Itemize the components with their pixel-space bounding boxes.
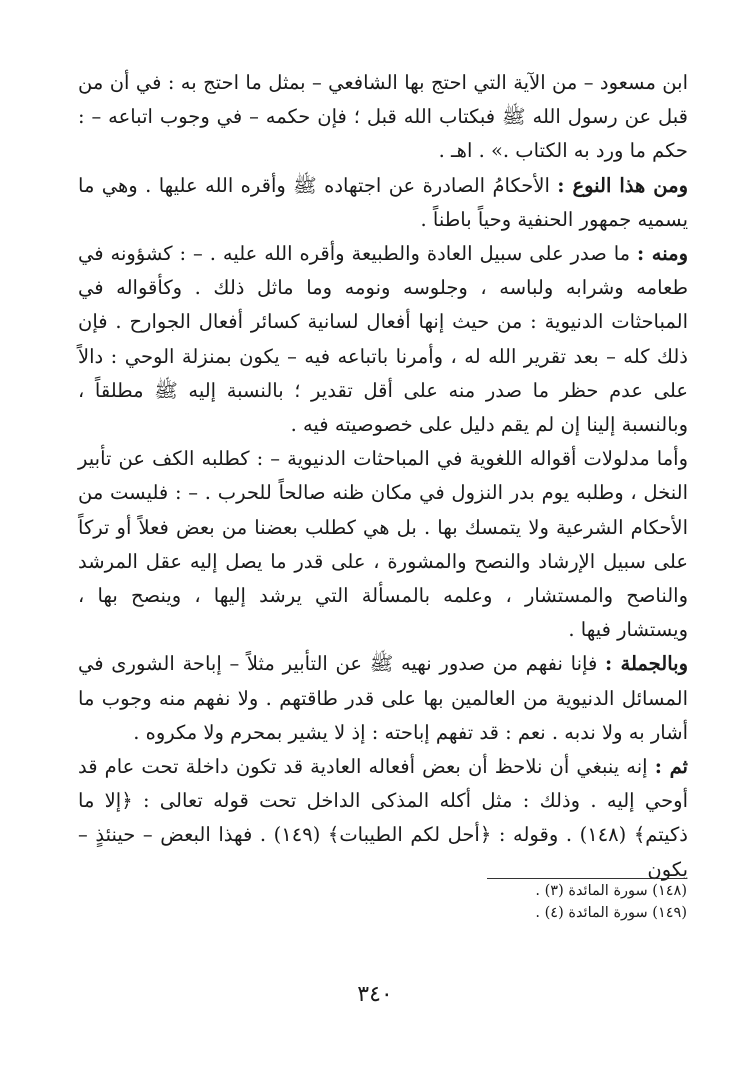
paragraph-text: فإنا نفهم من صدور نهيه ﷺ عن التأبير مثلاً – إباحة الشورى في المسائل الدنيوية من العالمين بها على قدر طاقتهم . ولا نفهم منه وجوب ما أشار به ولا ندبه . نعم : قد تفهم إباحته : إذ لا يشير بمحرم ولا مكروه . [78, 652, 688, 744]
paragraph-text: ما صدر على سبيل العادة والطبيعة وأقره الله عليه . – : كشؤونه في طعامه وشرابه ولباسه ، وجلوسه ونومه وما ماثل ذلك . وكأقواله في المباحثات الدنيوية : من حيث إنها أفعال لسانية كسائر أفعال الجوارح . فإن ذلك كله – بعد تقرير الله له ، وأمرنا باتباعه فيه – يكون بمنزلة الوحي : دالاً على عدم حظر ما صدر منه على أقل تقدير ؛ بالنسبة إليه ﷺ مطلقاً ، وبالنسبة إلينا إن لم يقم دليل على خصوصيته فيه . [78, 242, 688, 437]
paragraph-lead: ومن هذا النوع : [557, 173, 688, 197]
footnotes [300, 880, 687, 924]
paragraph-text: وأما مدلولات أقواله اللغوية في المباحثات الدنيوية – : كطلبه الكف عن تأبير النخل ، وطلبه يوم بدر النزول في مكان ظنه صالحاً للحرب . – : فليست من الأحكام الشرعية ولا يتمسك بها . بل هي كطلب بعضنا من بعض فعلاً أو تركاً على سبيل الإرشاد والنصح والمشورة ، على قدر ما يصل إليه عقل المرشد والناصح والمستشار ، وعلمه بالمسألة التي يرشد إليها ، وينصح بها ، ويستشار فيها . [78, 447, 688, 642]
main-text [78, 66, 688, 887]
paragraph-lead: ومنه : [637, 242, 688, 266]
paragraph-6 [78, 750, 688, 887]
paragraph-text: إنه ينبغي أن نلاحظ أن بعض أفعاله العادية قد تكون داخلة تحت عام قد أوحي إليه . وذلك : مثل أكله المذكى الداخل تحت قوله تعالى : ﴿إلا ما ذكيتم﴾ (١٤٨) . وقوله : ﴿أحل لكم الطيبات﴾ (١٤٩) . فهذا البعض – حينئذٍ – يكون [78, 755, 688, 881]
paragraph-lead: وبالجملة : [605, 652, 688, 676]
paragraph-4 [78, 442, 688, 647]
paragraph-lead: ثم : [654, 755, 688, 779]
paragraph-5 [78, 647, 688, 750]
paragraph-2 [78, 169, 688, 237]
footnote-149: (١٤٩) سورة المائدة (٤) . [535, 905, 687, 921]
footnote-148: (١٤٨) سورة المائدة (٣) . [535, 883, 687, 899]
paragraph-text: الأحكامُ الصادرة عن اجتهاده ﷺ وأقره الله عليها . وهي ما يسميه جمهور الحنفية وحياً باطناً . [78, 173, 688, 231]
paragraph-3 [78, 237, 688, 442]
paragraph-text: ابن مسعود – من الآية التي احتج بها الشافعي – بمثل ما احتج به : في أن من قبل عن رسول الله ﷺ فبكتاب الله قبل ؛ فإن حكمه – في وجوب اتباعه – : حكم ما ورد به الكتاب .» . اهـ . [78, 71, 688, 163]
paragraph-1 [78, 66, 688, 169]
footnote-divider [487, 878, 687, 879]
page-number: ٣٤٠ [357, 982, 393, 1007]
